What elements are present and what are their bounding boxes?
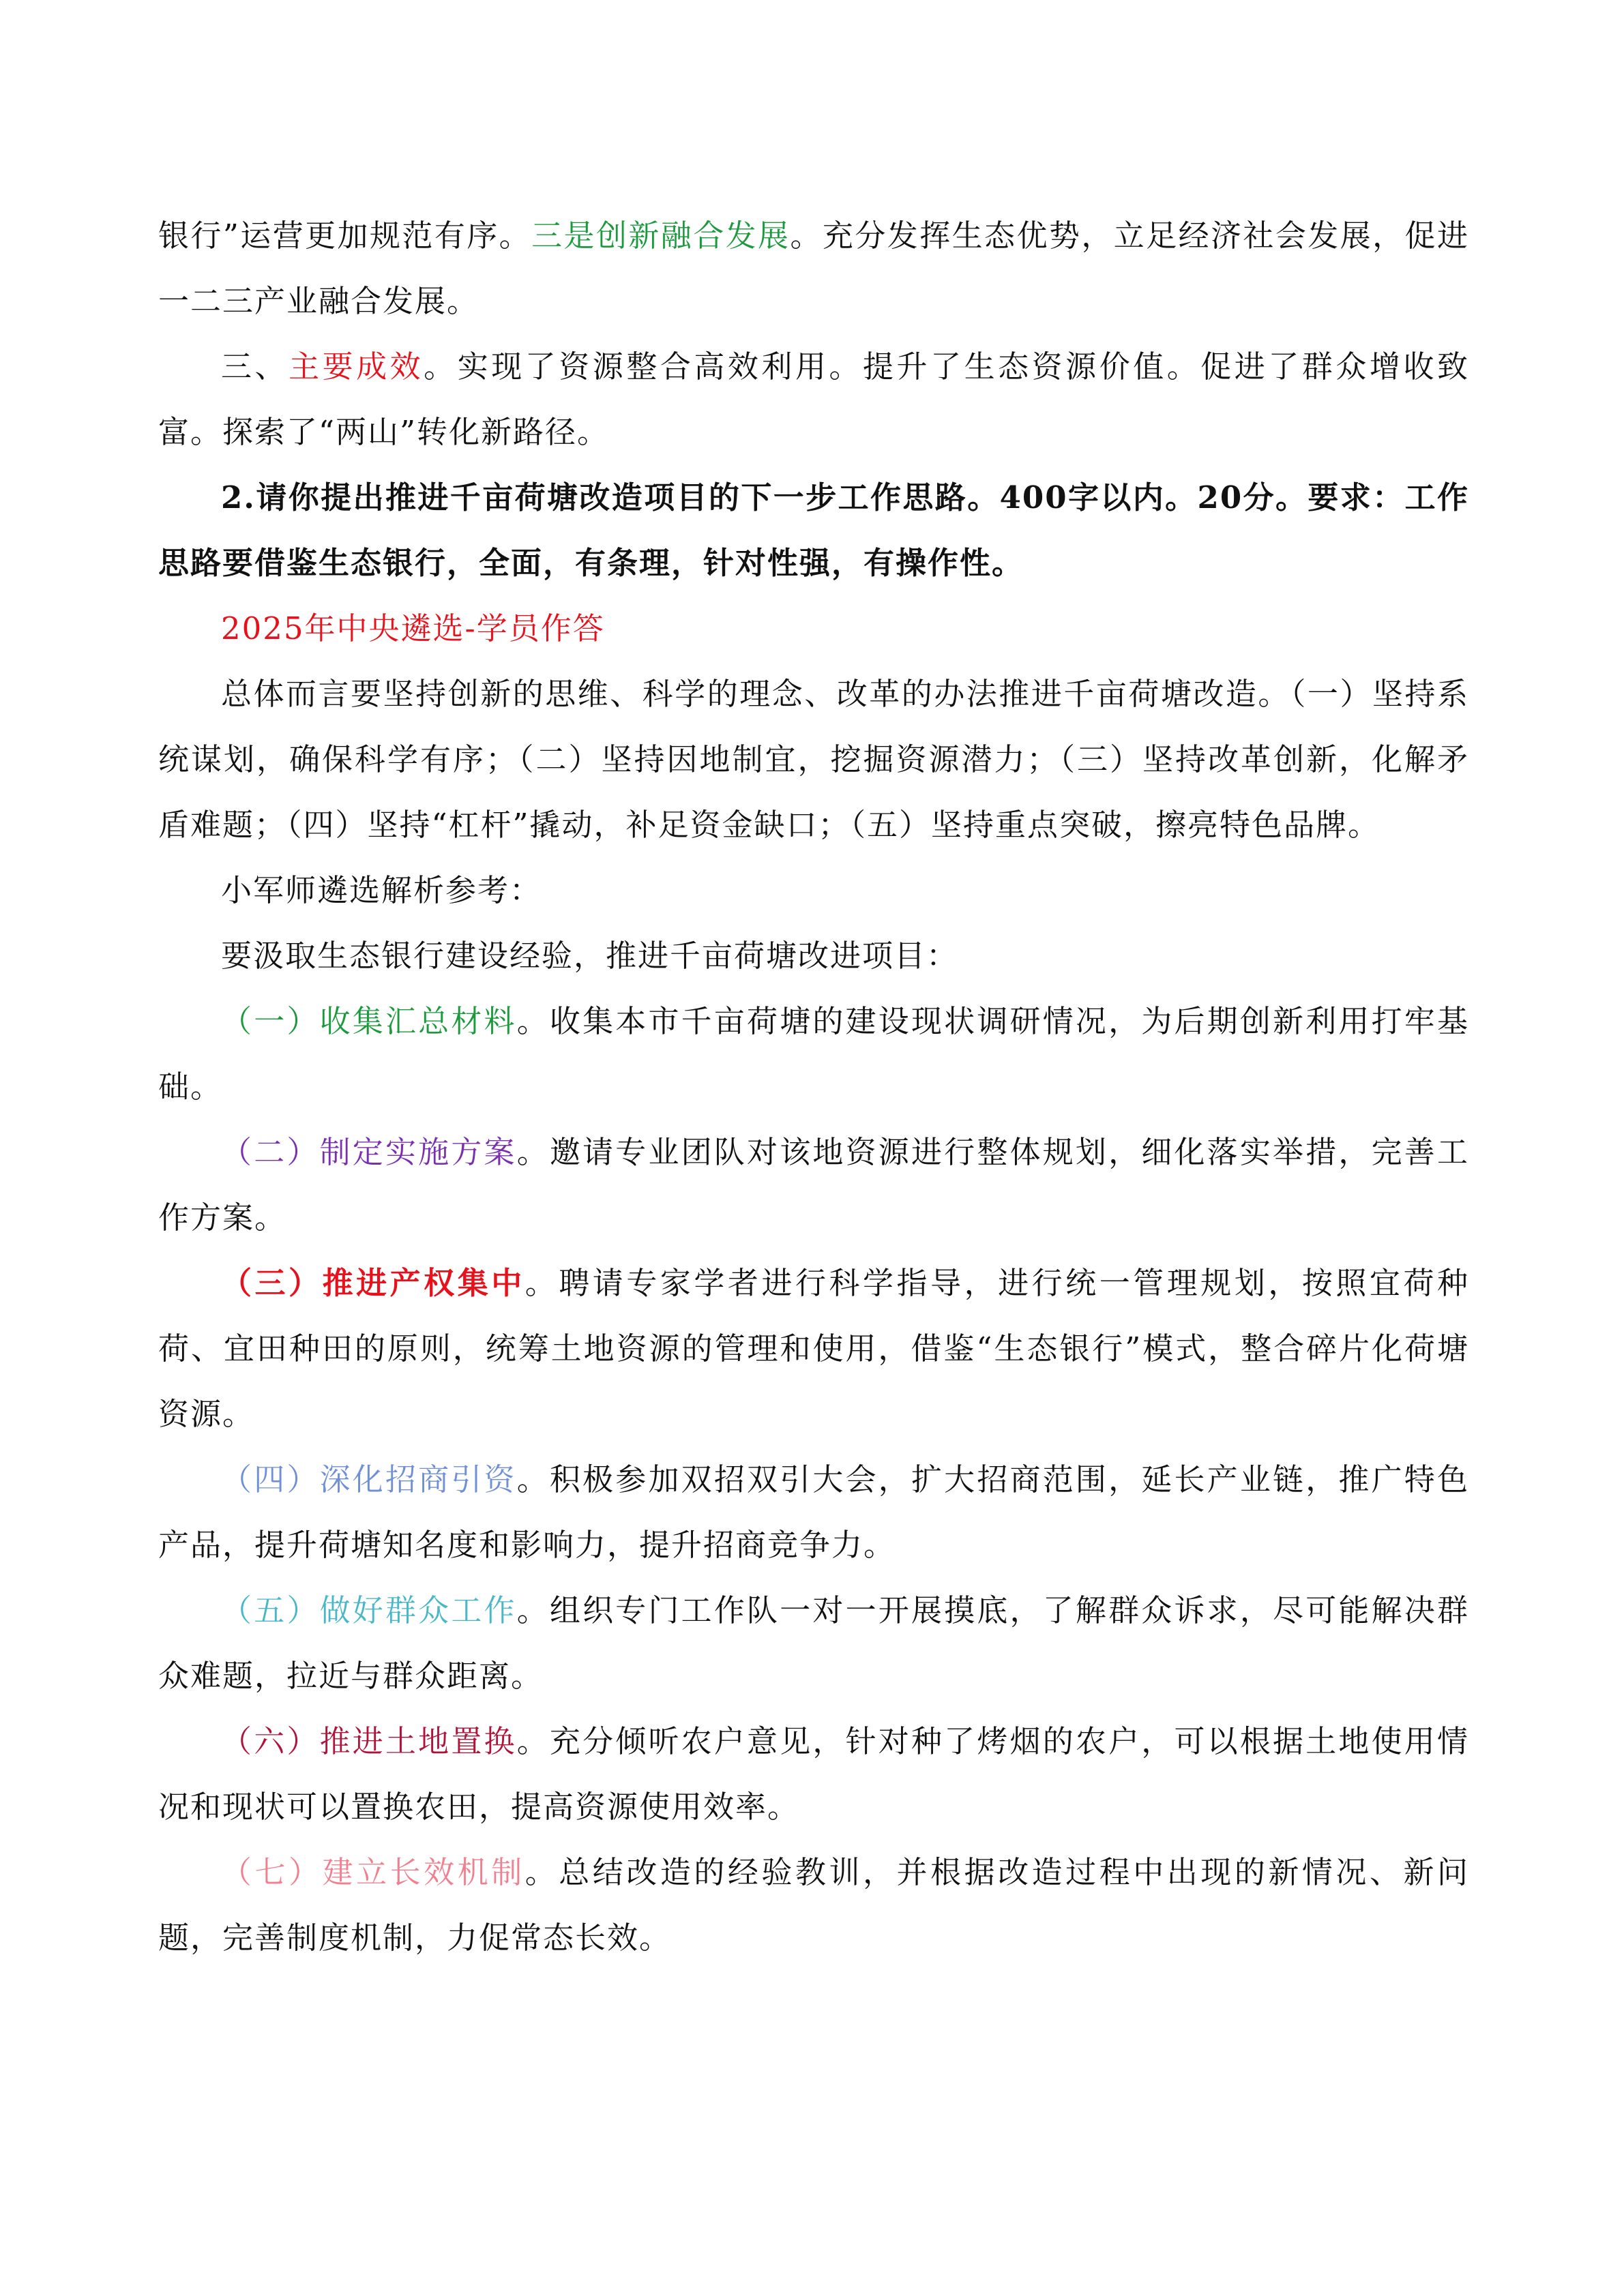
section-number: 三、 bbox=[221, 348, 289, 385]
point-body: 。积极参加双招双引大会，扩大招商范围，延长产业链，推广特色产品，提升荷塘知名度和影响力，提升招商竞争力。 bbox=[158, 1461, 1469, 1563]
question-2: 2.请你提出推进千亩荷塘改造项目的下一步工作思路。400字以内。20分。要求：工作思路要借鉴生态银行，全面，有条理，针对性强，有操作性。 bbox=[158, 479, 1469, 581]
point-heading: （六）推进土地置换 bbox=[221, 1723, 517, 1759]
point-6 bbox=[158, 1709, 1469, 1840]
student-answer-title: 2025年中央遴选-学员作答 bbox=[221, 610, 605, 646]
point-body: 。聘请专家学者进行科学指导，进行统一管理规划，按照宜荷种荷、宜田种田的原则，统筹土地资源的管理和使用，借鉴“生态银行”模式，整合碎片化荷塘资源。 bbox=[158, 1265, 1469, 1432]
point-heading: （七）建立长效机制 bbox=[221, 1854, 525, 1890]
highlight-results: 主要成效 bbox=[289, 348, 424, 385]
document-page bbox=[158, 203, 1469, 1971]
paragraph-text: 。实现了资源整合高效利用。提升了生态资源价值。促进了群众增收致富。探索了“两山”转化新路径。 bbox=[158, 348, 1469, 450]
point-5 bbox=[158, 1578, 1469, 1709]
analysis-title: 小军师遴选解析参考： bbox=[221, 872, 542, 908]
point-2 bbox=[158, 1120, 1469, 1251]
point-heading: （四）深化招商引资 bbox=[221, 1461, 517, 1497]
analysis-intro: 要汲取生态银行建设经验，推进千亩荷塘改进项目： bbox=[221, 938, 959, 974]
point-7 bbox=[158, 1840, 1469, 1971]
paragraph-text: 银行”运营更加规范有序。 bbox=[158, 218, 532, 254]
paragraph-innovation bbox=[158, 203, 1469, 334]
point-body: 。充分倾听农户意见，针对种了烤烟的农户，可以根据土地使用情况和现状可以置换农田，提高资源使用效率。 bbox=[158, 1723, 1469, 1825]
highlight-innovation: 三是创新融合发展 bbox=[531, 218, 791, 254]
student-answer: 总体而言要坚持创新的思维、科学的理念、改革的办法推进千亩荷塘改造。（一）坚持系统谋划，确保科学有序；（二）坚持因地制宜，挖掘资源潜力；（三）坚持改革创新，化解矛盾难题；（四）坚持“杠杆”撬动，补足资金缺口；（五）坚持重点突破，擦亮特色品牌。 bbox=[158, 676, 1469, 843]
point-3 bbox=[158, 1251, 1469, 1447]
point-heading: （五）做好群众工作 bbox=[221, 1592, 517, 1628]
paragraph-results bbox=[158, 334, 1469, 465]
point-body: 。总结改造的经验教训，并根据改造过程中出现的新情况、新问题，完善制度机制，力促常态长效。 bbox=[158, 1854, 1469, 1956]
point-heading: （二）制定实施方案 bbox=[221, 1134, 517, 1170]
point-heading: （三）推进产权集中 bbox=[221, 1265, 525, 1301]
paragraph-text: 。充分发挥生态优势，立足经济社会发展，促进一二三产业融合发展。 bbox=[158, 218, 1469, 319]
point-body: 。邀请专业团队对该地资源进行整体规划，细化落实举措，完善工作方案。 bbox=[158, 1134, 1469, 1236]
point-4 bbox=[158, 1447, 1469, 1578]
point-1 bbox=[158, 989, 1469, 1120]
point-heading: （一）收集汇总材料 bbox=[221, 1003, 517, 1039]
point-body: 。组织专门工作队一对一开展摸底，了解群众诉求，尽可能解决群众难题，拉近与群众距离。 bbox=[158, 1592, 1469, 1694]
point-body: 。收集本市千亩荷塘的建设现状调研情况，为后期创新利用打牢基础。 bbox=[158, 1003, 1469, 1105]
